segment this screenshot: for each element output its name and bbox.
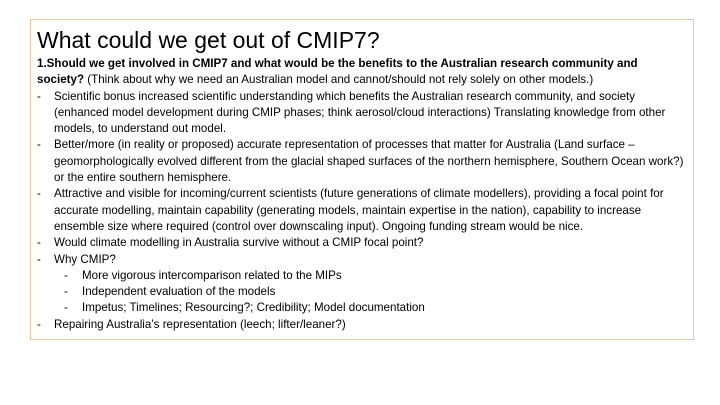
bullet-dash: - xyxy=(37,317,41,331)
bullet-list xyxy=(37,89,687,333)
bullet-text: More vigorous intercomparison related to the MIPs xyxy=(82,268,342,282)
question-note-text: (Think about why we need an Australian model and cannot/should not rely solely on other models.) xyxy=(84,73,594,87)
sub-bullet-item xyxy=(37,300,687,316)
bullet-text: Impetus; Timelines; Resourcing?; Credibility; Model documentation xyxy=(82,301,425,315)
bullet-item xyxy=(37,252,687,268)
bullet-dash: - xyxy=(64,268,68,282)
bullet-dash: - xyxy=(37,89,41,103)
bullet-dash: - xyxy=(37,252,41,266)
bullet-text: Better/more (in reality or proposed) accurate representation of processes that matter for Australia (Land surface – geomorphologically evolved different from the glacial shaped surfaces of the northern hemisphere, Southern Ocean work?) or the entire southern hemisphere. xyxy=(54,138,684,185)
bullet-text: Attractive and visible for incoming/current scientists (future generations of climate modellers), providing a focal point for accurate modelling, maintain capability (generating models, maintain expertise in the nation), capability to increase ensemble size where required (control over downscaling input). Ongoing funding stream would be nice. xyxy=(54,187,664,233)
slide-text-box xyxy=(30,19,694,340)
bullet-text: Repairing Australia’s representation (leech; lifter/leaner?) xyxy=(54,317,346,331)
bullet-dash: - xyxy=(37,236,41,250)
bullet-text: Why CMIP? xyxy=(54,252,116,266)
bullet-dash: - xyxy=(37,138,41,152)
bullet-text: Would climate modelling in Australia survive without a CMIP focal point? xyxy=(54,236,424,250)
slide-title: What could we get out of CMIP7? xyxy=(37,27,380,53)
bullet-dash: - xyxy=(64,301,68,315)
question-paragraph xyxy=(37,56,687,89)
bullet-text: Scientific bonus increased scientific understanding which benefits the Australian research community, and society (enhanced model development during CMIP phases; think aerosol/cloud interactions) Translating knowledge from other models, to understand out model. xyxy=(54,89,666,136)
question-bold-text: 1.Should we get involved in CMIP7 and what would be the benefits to the Australian research community and society? xyxy=(37,57,638,87)
sub-bullet-item xyxy=(37,284,687,300)
bullet-item xyxy=(37,89,687,138)
bullet-dash: - xyxy=(64,285,68,299)
bullet-item xyxy=(37,186,687,235)
bullet-item xyxy=(37,317,687,333)
bullet-item xyxy=(37,235,687,251)
sub-bullet-item xyxy=(37,268,687,284)
bullet-text: Independent evaluation of the models xyxy=(82,285,276,299)
bullet-dash: - xyxy=(37,187,41,201)
bullet-item xyxy=(37,137,687,186)
